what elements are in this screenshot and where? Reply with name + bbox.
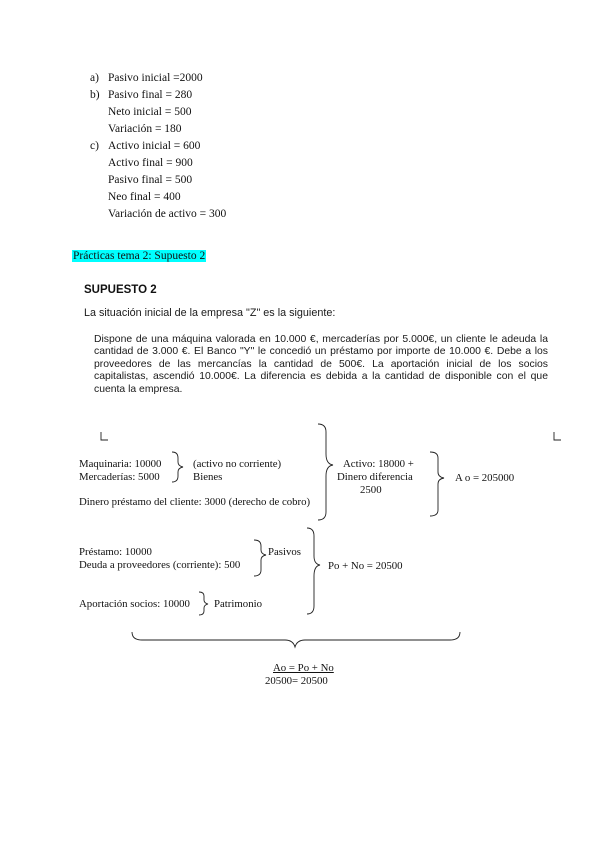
deuda-text: Deuda a proveedores (corriente): 500 — [79, 559, 241, 571]
corner-mark-right — [554, 432, 561, 440]
aportacion-text: Aportación socios: 10000 — [79, 598, 190, 610]
brace-patrimonio — [199, 592, 208, 615]
brace-po-no — [307, 528, 320, 614]
list-item-c-line: Neo final = 400 — [108, 191, 181, 203]
activo-no-corriente-text: (activo no corriente) — [193, 458, 282, 470]
section-heading-text: Prácticas tema 2: Supuesto 2 — [73, 250, 206, 262]
brace-pasivos — [254, 540, 266, 576]
list-item-c-line: Activo inicial = 600 — [108, 140, 201, 152]
list-item-c-line: Pasivo final = 500 — [108, 174, 193, 186]
supuesto-paragraph: Dispone de una máquina valorada en 10.000 €, mercaderías por 5.000€, un cliente le adeuda la cantidad de 3.000 €. El Banco "Y" le concedió un préstamo por importe de 10.000 €. Debe a los proveedores de las mercancías la cantidad de 500€. La aportación inicial de los socios capitalistas, ascendió 10.000€. La diferencia es debida a la cantidad de disponible con el que cuenta la empresa. — [94, 334, 548, 395]
list-item-c-line: Activo final = 900 — [108, 157, 193, 169]
mercaderias-text: Mercaderías: 5000 — [79, 471, 160, 483]
diferencia-valor-text: 2500 — [360, 484, 382, 496]
activo-total-text: Activo: 18000 + — [343, 458, 414, 470]
equation-values-text: 20500= 20500 — [265, 675, 328, 687]
po-no-text: Po + No = 20500 — [328, 560, 403, 572]
list-marker-b: b) — [90, 89, 100, 101]
maquinaria-text: Maquinaria: 10000 — [79, 458, 162, 470]
bienes-text: Bienes — [193, 471, 223, 483]
list-item-b-line: Variación = 180 — [108, 123, 182, 135]
list-item-b-line: Pasivo final = 280 — [108, 89, 193, 101]
list-item-a: Pasivo inicial =2000 — [108, 72, 203, 84]
ao-result-text: A o = 205000 — [455, 472, 515, 484]
list-item-b-line: Neto inicial = 500 — [108, 106, 192, 118]
supuesto-title: SUPUESTO 2 — [84, 284, 157, 296]
patrimonio-text: Patrimonio — [214, 598, 262, 610]
prestamo-text: Préstamo: 10000 — [79, 546, 152, 558]
supuesto-intro: La situación inicial de la empresa "Z" es la siguiente: — [84, 307, 336, 319]
brace-activo — [318, 424, 333, 520]
list-item-c-line: Variación de activo = 300 — [108, 208, 227, 220]
equation-text: Ao = Po + No — [273, 662, 334, 674]
list-marker-a: a) — [90, 72, 99, 84]
dinero-prestamo-text: Dinero préstamo del cliente: 3000 (derecho de cobro) — [79, 496, 311, 508]
brace-bottom — [132, 632, 460, 647]
brace-bienes — [172, 452, 183, 482]
dinero-diferencia-text: Dinero diferencia — [337, 471, 413, 483]
pasivos-text: Pasivos — [268, 546, 301, 558]
corner-mark-left — [101, 432, 108, 440]
brace-ao — [430, 452, 444, 516]
list-marker-c: c) — [90, 140, 99, 152]
